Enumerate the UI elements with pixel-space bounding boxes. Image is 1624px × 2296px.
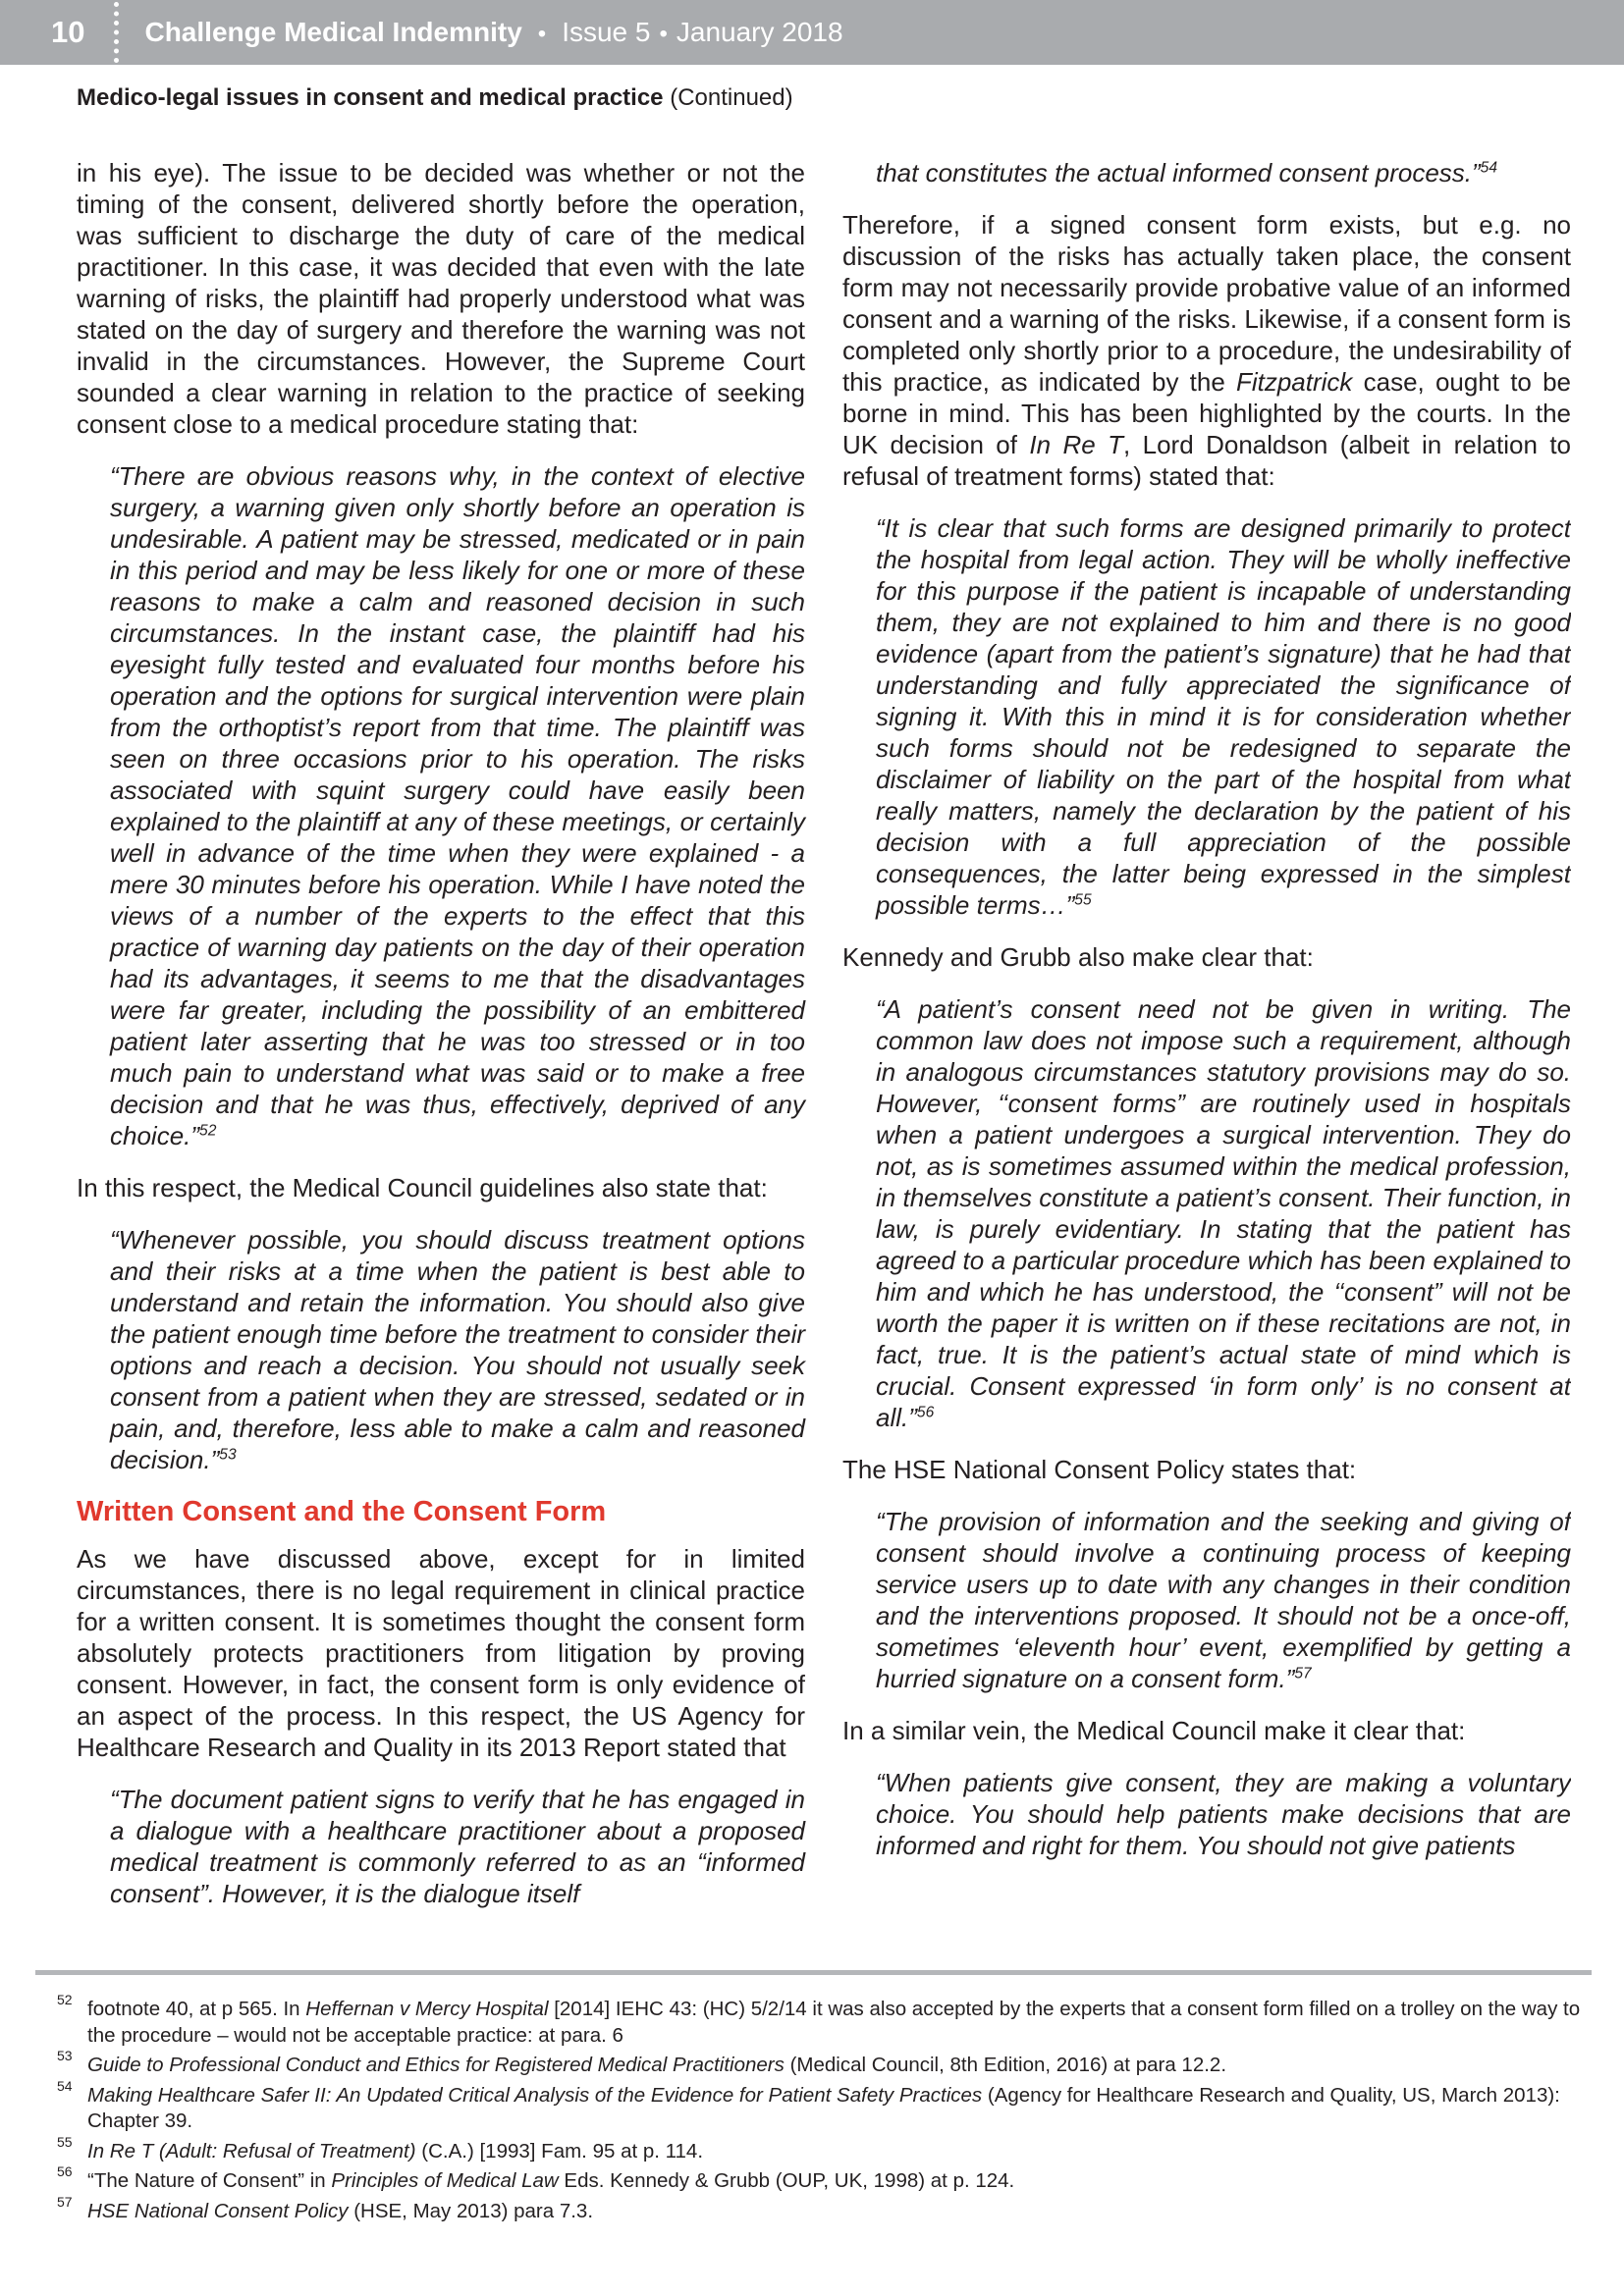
footnote-ref: 57	[1294, 1665, 1312, 1682]
text-segment: HSE National Consent Policy	[87, 2199, 349, 2222]
text-segment: “The document patient signs to verify that he has engaged in a dialogue with a healthcare practitioner about a proposed medical treatment is commonly referred to as an “informed consent”. However, it is the dialogue itself	[110, 1785, 805, 1908]
paragraph: in his eye). The issue to be decided was whether or not the timing of the consent, delivered shortly before the operation, was sufficient to discharge the duty of care of the medical practitioner. In this case, it was decided that even with the late warning of risks, the plaintiff had properly understood what was stated on the day of surgery and therefore the warning was not invalid in the circumstances. However, the Supreme Court sounded a clear warning in relation to the practice of seeking consent close to a medical procedure stating that:	[77, 158, 805, 439]
footnote-text	[87, 2169, 1014, 2192]
footnote-ref: 52	[199, 1122, 217, 1140]
text-segment: In Re T	[1029, 430, 1124, 459]
text-segment: “The Nature of Consent” in	[87, 2169, 332, 2192]
text-segment: “A patient’s consent need not be given in writing. The common law does not impose such a requirement, although in analogous circumstances statutory provisions may do so. However, ‘‘consent forms” are routinely used in hospitals when a patient undergoes a surgical intervention. They do not, as is sometimes assumed within the medical profession, in themselves constitute a patient’s consent. Their function, in law, is purely evidentiary. In stating that the patient has agreed to a particular procedure which has been explained to him and which he has understood, the ‘‘consent” will not be worth the paper it is written on if these recitations are not, in fact, true. It is the patient’s actual state of mind which is crucial. Consent expressed ‘in form only’ is no consent at all.”	[876, 994, 1571, 1432]
footnote-ref: 55	[1074, 891, 1092, 909]
article-title-text: Medico-legal issues in consent and medical practice	[77, 84, 664, 111]
footnote-text	[87, 1998, 1580, 2047]
footnote-text	[87, 2084, 1560, 2133]
footnote-ref: 54	[1480, 159, 1498, 177]
text-segment: (Agency for Healthcare Research and Quality, US, March 2013): Chapter 39.	[87, 2083, 1560, 2132]
blockquote-ahrq-report-continued	[876, 157, 1571, 188]
paragraph: As we have discussed above, except for in limited circumstances, there is no legal requirement in clinical practice for a written consent. It is sometimes thought the consent form absolutely protects practitioners from litigation by proving consent. However, in fact, the consent form is only evidence of an aspect of the process. In this respect, the US Agency for Healthcare Research and Quality in its 2013 Report stated that	[77, 1544, 805, 1762]
text-segment: “The provision of information and the seeking and giving of consent should involve a continuing process of keeping service users up to date with any changes in their condition and the interventions proposed. It should not be a once-off, sometimes ‘eleventh hour’ event, exemplified by getting a hurried signature on a consent form.”	[876, 1507, 1571, 1693]
page-header-bar	[0, 0, 1624, 65]
footnote-ref: 53	[219, 1446, 237, 1464]
paragraph: In this respect, the Medical Council guidelines also state that:	[77, 1173, 768, 1202]
footnote: 54 Making Healthcare Safer II: An Updated Critical Analysis of the Evidence for Patient Safety Practices (Agency for Healthcare Research and Quality, US, March 2013): Chapter 39.	[57, 2077, 1560, 2132]
blockquote-hse-policy	[876, 1506, 1571, 1694]
footnote-text	[87, 2054, 1226, 2076]
footnote-ref: 56	[916, 1404, 935, 1421]
issue-date: January 2018	[676, 17, 843, 47]
page-number: 10	[51, 15, 85, 49]
blockquote-supreme-court	[110, 460, 805, 1151]
left-column	[77, 157, 805, 1969]
blockquote-ahrq-report	[110, 1784, 805, 1909]
text-segment: (HSE, May 2013) para 7.3.	[348, 2199, 594, 2222]
blockquote-kennedy-grubb	[876, 993, 1571, 1433]
footnote: 56 “The Nature of Consent” in Principles of Medical Law Eds. Kennedy & Grubb (OUP, UK, 1998) at p. 124.	[57, 2163, 1015, 2192]
bullet-icon: •	[537, 21, 547, 47]
blockquote-medical-council-guidelines	[110, 1224, 805, 1475]
footnote: 57 HSE National Consent Policy (HSE, May 2013) para 7.3.	[57, 2193, 594, 2222]
article-title	[77, 84, 793, 112]
text-segment: [2014] IEHC 43: (HC) 5/2/14 it was also accepted by the experts that a consent form filled on a trolley on the way to the procedure – would not be acceptable practice: at para. 6	[87, 1998, 1581, 2047]
text-segment: “When patients give consent, they are making a voluntary choice. You should help patients make decisions that are informed and right for them. You should not give patients	[876, 1768, 1571, 1860]
text-segment: Guide to Professional Conduct and Ethics for Registered Medical Practitioners	[87, 2054, 785, 2076]
section-heading: Written Consent and the Consent Form	[77, 1496, 607, 1527]
text-segment: that constitutes the actual informed consent process.”	[876, 158, 1481, 187]
footnotes	[57, 1992, 1591, 2228]
text-segment: footnote 40, at p 565. In	[87, 1998, 306, 2020]
text-segment: Eds. Kennedy & Grubb (OUP, UK, 1998) at p. 124.	[558, 2169, 1015, 2192]
footnote: 55 In Re T (Adult: Refusal of Treatment) (C.A.) [1993] Fam. 95 at p. 114.	[57, 2133, 704, 2163]
text-segment: Making Healthcare Safer II: An Updated Critical Analysis of the Evidence for Patient Safety Practices	[87, 2083, 983, 2107]
footnote-text	[87, 2200, 593, 2222]
dotted-divider	[114, 2, 119, 63]
text-segment: Fitzpatrick	[1235, 367, 1353, 397]
footnote-divider-rule	[35, 1970, 1592, 1975]
article-title-continued: (Continued)	[663, 84, 793, 111]
bullet-icon: •	[659, 21, 668, 47]
text-segment: Principles of Medical Law	[331, 2169, 559, 2192]
right-column	[842, 157, 1571, 1969]
footnote: 52 footnote 40, at p 565. In Heffernan v Mercy Hospital [2014] IEHC 43: (HC) 5/2/14 it was also accepted by the experts that a consent form filled on a trolley on the way to the procedure – would not be acceptable practice: at para. 6	[57, 1992, 1581, 2047]
text-segment: Therefore, if a signed consent form exists, but e.g. no discussion of the risks has actually taken place, the consent form may not necessarily provide probative value of an informed consent and a warning of the risks. Likewise, if a consent form is completed only shortly prior to a procedure, the undesirability of this practice, as indicated by the	[842, 210, 1571, 397]
text-segment: Heffernan v Mercy Hospital	[305, 1998, 549, 2020]
text-segment: case, ought to be borne in mind. This has been highlighted by the courts. In the UK decision of	[842, 367, 1571, 459]
text-segment: In Re T (Adult: Refusal of Treatment)	[87, 2139, 416, 2163]
publication-title	[144, 17, 842, 48]
issue-label: Issue 5	[562, 17, 651, 47]
text-segment: (C.A.) [1993] Fam. 95 at p. 114.	[415, 2139, 704, 2163]
paragraph	[842, 209, 1571, 492]
blockquote-medical-council-voluntary	[876, 1767, 1571, 1861]
footnote: 53 Guide to Professional Conduct and Ethics for Registered Medical Practitioners (Medical Council, 8th Edition, 2016) at para 12.2.	[57, 2048, 1227, 2076]
paragraph: Kennedy and Grubb also make clear that:	[842, 942, 1314, 972]
text-segment: (Medical Council, 8th Edition, 2016) at para 12.2.	[784, 2054, 1227, 2076]
text-segment: “It is clear that such forms are designed primarily to protect the hospital from legal action. They will be wholly ineffective for this purpose if the patient is incapable of understanding them, they are not explained to him and there is no good evidence (apart from the patient’s signature) that he had that understanding and fully appreciated the significance of signing it. With this in mind it is for consideration whether such forms should not be redesigned to separate the disclaimer of liability on the part of the hospital from what really matters, namely the declaration by the patient of his decision with a full appreciation of the possible consequences, the latter being expressed in the simplest possible terms…”	[876, 513, 1571, 920]
text-segment: “There are obvious reasons why, in the context of elective surgery, a warning given only shortly before an operation is undesirable. A patient may be stressed, medicated or in pain in this period and may be less likely for one or more of these reasons to make a calm and reasoned decision in such circumstances. In the instant case, the plaintiff had his eyesight fully tested and evaluated four months before his operation and the options for surgical intervention were plain from the orthoptist’s report from that time. The plaintiff was seen on three occasions prior to his operation. The risks associated with squint surgery could have easily been explained to the plaintiff at any of these meetings, or certainly well in advance of the time when they were explained - a mere 30 minutes before his operation. While I have noted the views of a number of the experts to the effect that this practice of warning day patients on the day of their operation had its advantages, it seems to me that the disadvantages were far greater, including the possibility of an embittered patient later asserting that he was too stressed or in too much pain to understand what was said or to make a free decision and that he was thus, effectively, deprived of any choice.”	[110, 461, 805, 1150]
text-segment: , Lord Donaldson (albeit in relation to refusal of treatment forms) stated that:	[842, 430, 1571, 491]
article-body	[77, 157, 1571, 1969]
publication-brand: Challenge Medical Indemnity	[144, 17, 522, 47]
paragraph: The HSE National Consent Policy states that:	[842, 1455, 1357, 1484]
footnote-text	[87, 2140, 703, 2163]
blockquote-lord-donaldson	[876, 512, 1571, 921]
text-segment: “Whenever possible, you should discuss treatment options and their risks at a time when the patient is best able to understand and retain the information. You should also give the patient enough time before the treatment to consider their options and reach a decision. You should not usually seek consent from a patient when they are stressed, sedated or in pain, and, therefore, less able to make a calm and reasoned decision.”	[110, 1225, 805, 1474]
paragraph: In a similar vein, the Medical Council make it clear that:	[842, 1716, 1466, 1745]
